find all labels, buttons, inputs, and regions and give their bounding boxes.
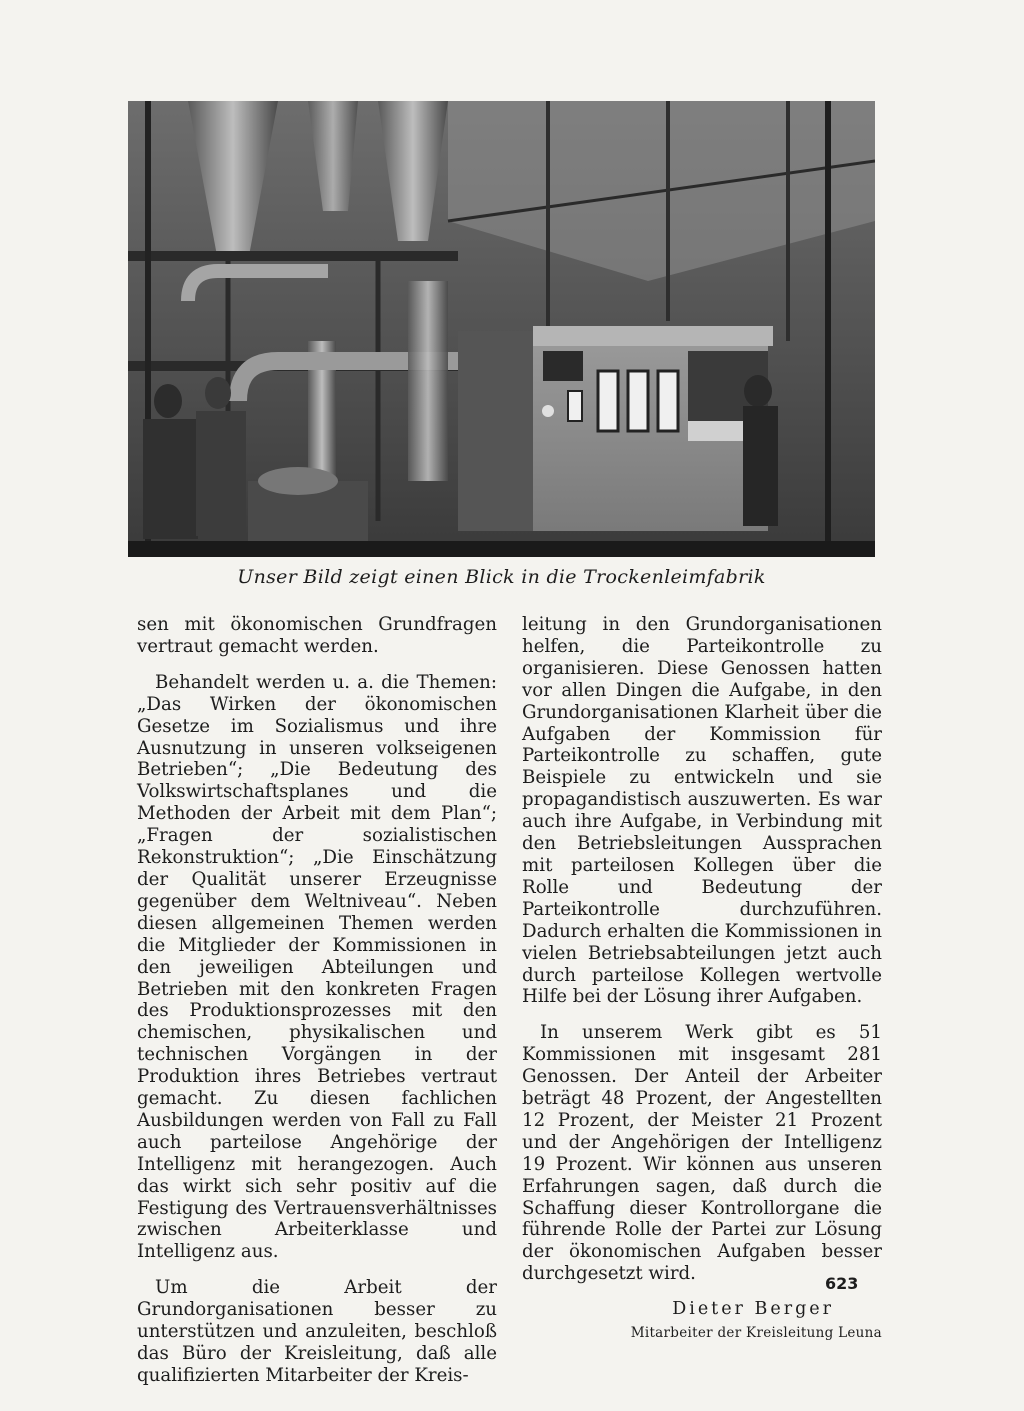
author-affiliation: Mitarbeiter der Kreisleitung Leuna <box>630 1325 882 1342</box>
left-column <box>137 614 497 1401</box>
page-number: 623 <box>825 1274 859 1293</box>
author-signature: Dieter Berger <box>672 1299 834 1320</box>
left-paragraph-1: sen mit ökonomischen Grundfragen vertraut gemacht werden. <box>137 614 497 657</box>
right-paragraph-1: leitung in den Grundorganisationen helfen, die Parteikontrolle zu organisieren. Diese Genossen hatten vor allen Dingen die Aufgabe, in den Grundorganisationen Klarheit über die Aufgaben der Kommission für Parteikontrolle zu schaffen, gute Beispiele zu entwickeln und sie propagandistisch auszuwerten. Es war auch ihre Aufgabe, in Verbindung mit den Betriebsleitungen Aussprachen mit parteilosen Kollegen über die Rolle und Bedeutung der Parteikontrolle durchzuführen. Dadurch erhalten die Kommissionen in vielen Betriebsabteilungen jetzt auch durch parteilose Kollegen wertvolle Hilfe bei der Lösung ihrer Aufgaben. <box>522 614 882 1008</box>
photo-caption: Unser Bild zeigt einen Blick in die Trockenleimfabrik <box>237 566 766 588</box>
factory-photo-image <box>128 101 875 557</box>
left-paragraph-2: Behandelt werden u. a. die Themen: „Das Wirken der ökonomischen Gesetze im Sozialismus und ihre Ausnutzung in unseren volkseigenen Betrieben“; „Die Bedeutung des Volkswirtschaftsplanes und die Methoden der Arbeit mit dem Plan“; „Fragen der sozialistischen Rekonstruktion“; „Die Einschätzung der Qualität unserer Erzeugnisse gegenüber dem Weltniveau“. Neben diesen allgemeinen Themen werden die Mitglieder der Kommissionen in den jeweiligen Abteilungen und Betrieben mit den konkreten Fragen des Produktionsprozesses mit den chemischen, physikalischen und technischen Vorgängen in der Produktion ihres Betriebes vertraut gemacht. Zu diesen fachlichen Ausbildungen werden von Fall zu Fall auch parteilose Angehörige der Intelligenz mit herangezogen. Auch das wirkt sich sehr positiv auf die Festigung des Vertrauensverhältnisses zwischen Arbeiterklasse und Intelligenz aus. <box>137 671 497 1263</box>
left-paragraph-3: Um die Arbeit der Grundorganisationen besser zu unterstützen und anzuleiten, beschloß das Büro der Kreisleitung, daß alle qualifizierten Mitarbeiter der Kreis- <box>137 1277 497 1386</box>
right-paragraph-2: In unserem Werk gibt es 51 Kommissionen mit insgesamt 281 Genossen. Der Anteil der Arbeiter beträgt 48 Prozent, der Angestellten 12 Prozent, der Meister 21 Prozent und der Angehörigen der Intelligenz 19 Prozent. Wir können aus unseren Erfahrungen sagen, daß durch die Schaffung dieser Kontrollorgane die führende Rolle der Partei zur Lösung der ökonomischen Aufgaben besser durchgesetzt wird. <box>522 1022 882 1285</box>
right-column <box>522 614 882 1345</box>
factory-photo <box>128 101 875 557</box>
